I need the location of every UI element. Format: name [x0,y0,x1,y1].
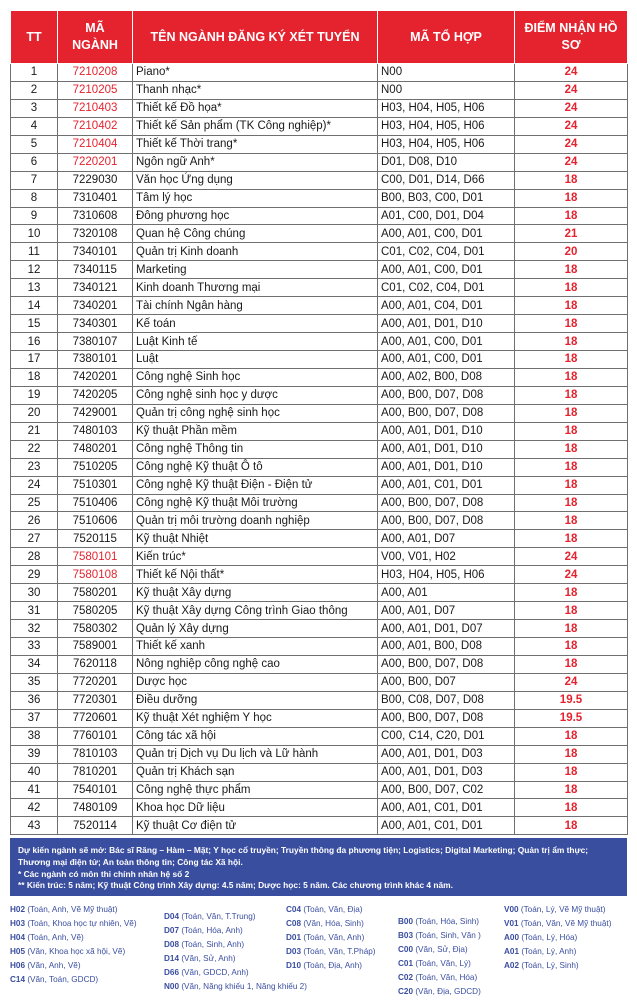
row-number: 17 [11,351,58,369]
admission-score: 18 [515,368,628,386]
combination-codes: N00 [378,64,515,82]
table-row [11,655,628,673]
major-name: Quản lý Xây dựng [133,620,378,638]
header-major-name: TÊN NGÀNH ĐĂNG KÝ XÉT TUYỂN [133,11,378,64]
header-score: ĐIỂM NHẬN HỒ SƠ [515,11,628,64]
admission-score: 18 [515,386,628,404]
major-name: Công nghệ thực phẩm [133,781,378,799]
major-code: 7420205 [58,386,133,404]
major-name: Quản trị môi trường doanh nghiệp [133,512,378,530]
row-number: 39 [11,745,58,763]
row-number: 33 [11,638,58,656]
admission-score: 24 [515,153,628,171]
note-line: Thương mại điện tử; An toàn thông tin; Công tác Xã hội. [18,856,243,867]
table-row [11,315,628,333]
legend-item: B03 (Toán, Sinh, Văn ) [398,931,481,940]
admission-score: 18 [515,727,628,745]
major-code: 7510301 [58,476,133,494]
header-tt: TT [11,11,58,64]
major-code: 7320108 [58,225,133,243]
row-number: 25 [11,494,58,512]
table-row [11,620,628,638]
legend-item: D01 (Toán, Văn, Anh) [286,933,365,942]
combination-codes: A00, A01, C00, D01 [378,261,515,279]
combination-codes: A00, A01, D07 [378,530,515,548]
major-code: 7480103 [58,422,133,440]
legend-item: B00 (Toán, Hóa, Sinh) [398,917,480,926]
major-name: Công nghệ Thông tin [133,440,378,458]
major-code: 7480109 [58,799,133,817]
row-number: 1 [11,64,58,82]
combination-codes: A00, A01, C01, D01 [378,817,515,835]
admission-score: 18 [515,458,628,476]
table-row [11,279,628,297]
combination-codes: A00, A02, B00, D08 [378,368,515,386]
row-number: 26 [11,512,58,530]
major-code: 7589001 [58,638,133,656]
row-number: 23 [11,458,58,476]
admission-score: 18 [515,530,628,548]
combination-codes: A00, B00, D07, D08 [378,709,515,727]
table-row [11,691,628,709]
admission-score: 24 [515,99,628,117]
table-row [11,673,628,691]
legend-item: C00 (Văn, Sử, Địa) [398,945,468,954]
admission-score: 18 [515,207,628,225]
table-row [11,458,628,476]
major-code: 7420201 [58,368,133,386]
major-name: Kỹ thuật Xây dựng [133,584,378,602]
admission-score: 18 [515,638,628,656]
major-code: 7210208 [58,64,133,82]
row-number: 27 [11,530,58,548]
table-row [11,368,628,386]
combination-codes: A00, A01, D01, D10 [378,458,515,476]
row-number: 21 [11,422,58,440]
major-name: Kinh doanh Thương mại [133,279,378,297]
admission-score: 18 [515,440,628,458]
major-code: 7720301 [58,691,133,709]
legend-item: H02 (Toán, Anh, Vẽ Mỹ thuật) [10,905,118,914]
admission-score: 18 [515,315,628,333]
table-row [11,548,628,566]
major-code: 7340201 [58,297,133,315]
admission-score: 24 [515,117,628,135]
row-number: 18 [11,368,58,386]
table-row [11,727,628,745]
major-name: Công nghệ Sinh học [133,368,378,386]
admission-score: 24 [515,135,628,153]
legend-item: V01 (Toán, Văn, Vẽ Mỹ thuật) [504,919,612,928]
major-code: 7340121 [58,279,133,297]
table-row [11,351,628,369]
row-number: 43 [11,817,58,835]
legend-item: D07 (Toán, Hóa, Anh) [164,926,243,935]
major-name: Thiết kế Sản phẩm (TK Công nghiệp)* [133,117,378,135]
combination-codes: A00, B00, D07, D08 [378,512,515,530]
table-row [11,799,628,817]
major-name: Văn học Ứng dụng [133,171,378,189]
major-code: 7720601 [58,709,133,727]
legend-item: V00 (Toán, Lý, Vẽ Mỹ thuật) [504,905,606,914]
admission-score: 18 [515,781,628,799]
row-number: 3 [11,99,58,117]
major-code: 7540101 [58,781,133,799]
major-code: 7520115 [58,530,133,548]
table-row [11,476,628,494]
admission-score: 18 [515,404,628,422]
major-code: 7810103 [58,745,133,763]
row-number: 19 [11,386,58,404]
admission-score: 18 [515,745,628,763]
major-name: Quản trị Khách sạn [133,763,378,781]
legend-item: A00 (Toán, Lý, Hóa) [504,933,578,942]
admission-score: 18 [515,512,628,530]
table-row [11,153,628,171]
row-number: 16 [11,333,58,351]
row-number: 22 [11,440,58,458]
table-row [11,243,628,261]
row-number: 40 [11,763,58,781]
admission-score: 18 [515,189,628,207]
table-row [11,709,628,727]
legend-item: C04 (Toán, Văn, Địa) [286,905,363,914]
major-name: Quản trị công nghệ sinh học [133,404,378,422]
row-number: 28 [11,548,58,566]
row-number: 42 [11,799,58,817]
major-name: Ngôn ngữ Anh* [133,153,378,171]
combination-codes: H03, H04, H05, H06 [378,99,515,117]
combination-codes: A00, B00, D07, D08 [378,494,515,512]
row-number: 11 [11,243,58,261]
row-number: 29 [11,566,58,584]
table-row [11,602,628,620]
major-name: Tài chính Ngân hàng [133,297,378,315]
legend-item: N00 (Văn, Năng khiếu 1, Năng khiếu 2) [164,982,307,991]
major-code: 7380101 [58,351,133,369]
combination-codes: A00, B00, D07, C02 [378,781,515,799]
major-code: 7340101 [58,243,133,261]
major-name: Dược học [133,673,378,691]
admission-score: 18 [515,351,628,369]
legend-item: C01 (Toán, Văn, Lý) [398,959,471,968]
major-name: Kỹ thuật Xây dựng Công trình Giao thông [133,602,378,620]
legend-item: C02 (Toán, Văn, Hóa) [398,973,478,982]
table-row [11,135,628,153]
major-name: Thiết kế Thời trang* [133,135,378,153]
major-code: 7210402 [58,117,133,135]
table-row [11,117,628,135]
major-name: Công nghệ Kỹ thuật Ô tô [133,458,378,476]
major-code: 7510205 [58,458,133,476]
admission-score: 18 [515,422,628,440]
table-row [11,638,628,656]
table-row [11,81,628,99]
combination-codes: A00, B00, D07, D08 [378,386,515,404]
combination-codes: H03, H04, H05, H06 [378,566,515,584]
combination-codes: C01, C02, C04, D01 [378,243,515,261]
table-row [11,171,628,189]
table-row [11,512,628,530]
combination-codes: H03, H04, H05, H06 [378,117,515,135]
combination-codes: A00, B00, D07 [378,673,515,691]
row-number: 15 [11,315,58,333]
table-row [11,763,628,781]
combination-codes: A00, A01, D01, D03 [378,763,515,781]
combination-codes: A00, A01, C04, D01 [378,297,515,315]
note-line: ** Kiến trúc: 5 năm; Kỹ thuật Công trình Xây dựng: 4.5 năm; Dược học: 5 năm. Các chương trình khác 4 năm. [18,880,453,891]
combination-codes: A00, A01, D01, D03 [378,745,515,763]
legend-item: C20 (Văn, Địa, GDCD) [398,987,481,996]
table-row [11,584,628,602]
header-major-code: MÃ NGÀNH [58,11,133,64]
major-name: Nông nghiệp công nghệ cao [133,655,378,673]
row-number: 37 [11,709,58,727]
major-name: Marketing [133,261,378,279]
combination-codes: D01, D08, D10 [378,153,515,171]
row-number: 30 [11,584,58,602]
admission-score: 24 [515,566,628,584]
major-name: Quản trị Kinh doanh [133,243,378,261]
row-number: 8 [11,189,58,207]
major-code: 7760101 [58,727,133,745]
major-code: 7720201 [58,673,133,691]
major-name: Công nghệ sinh học y dược [133,386,378,404]
note-line: Dự kiến ngành sẽ mở: Bác sĩ Răng – Hàm – Mặt; Y học cổ truyền; Truyền thông đa phương tiện; Logistics; Digital Marketing; Quản trị ẩm thực; [18,845,589,855]
row-number: 34 [11,655,58,673]
admission-score: 18 [515,476,628,494]
table-row [11,440,628,458]
major-name: Kỹ thuật Xét nghiệm Y học [133,709,378,727]
table-row [11,494,628,512]
legend-item: D03 (Toán, Văn, T.Pháp) [286,947,376,956]
row-number: 5 [11,135,58,153]
admission-score: 18 [515,602,628,620]
major-name: Kiến trúc* [133,548,378,566]
combination-codes: A00, A01, B00, D08 [378,638,515,656]
row-number: 10 [11,225,58,243]
major-name: Kế toán [133,315,378,333]
combination-codes: A00, B00, D07, D08 [378,655,515,673]
table-row [11,404,628,422]
legend-item: C08 (Văn, Hóa, Sinh) [286,919,364,928]
major-name: Quản trị Dịch vụ Du lịch và Lữ hành [133,745,378,763]
major-name: Kỹ thuật Nhiệt [133,530,378,548]
legend-item: C14 (Văn, Toán, GDCD) [10,975,99,984]
admission-score: 18 [515,799,628,817]
legend-item: D14 (Văn, Sử, Anh) [164,954,236,963]
major-code: 7580205 [58,602,133,620]
legend-item: A01 (Toán, Lý, Anh) [504,947,577,956]
major-name: Luật [133,351,378,369]
table-row [11,189,628,207]
combination-codes: V00, V01, H02 [378,548,515,566]
major-name: Kỹ thuật Phần mềm [133,422,378,440]
combination-codes: B00, B03, C00, D01 [378,189,515,207]
row-number: 4 [11,117,58,135]
major-code: 7480201 [58,440,133,458]
major-code: 7220201 [58,153,133,171]
major-code: 7210404 [58,135,133,153]
table-row [11,64,628,82]
major-code: 7340301 [58,315,133,333]
legend-item: D66 (Văn, GDCD, Anh) [164,968,249,977]
notes-box [10,838,627,896]
major-code: 7580108 [58,566,133,584]
legend-item: D10 (Toán, Địa, Anh) [286,961,363,970]
major-code: 7580201 [58,584,133,602]
admission-score: 18 [515,655,628,673]
combination-codes: N00 [378,81,515,99]
combination-codes: A00, A01, C00, D01 [378,333,515,351]
table-row [11,99,628,117]
major-code: 7229030 [58,171,133,189]
table-row [11,566,628,584]
major-name: Đông phương học [133,207,378,225]
table-row [11,422,628,440]
major-code: 7580302 [58,620,133,638]
admission-score: 24 [515,64,628,82]
row-number: 7 [11,171,58,189]
admission-score: 18 [515,817,628,835]
row-number: 2 [11,81,58,99]
table-row [11,333,628,351]
major-code: 7520114 [58,817,133,835]
combination-codes: C00, D01, D14, D66 [378,171,515,189]
admission-score: 18 [515,279,628,297]
admission-table [10,10,628,835]
row-number: 14 [11,297,58,315]
row-number: 9 [11,207,58,225]
admission-score: 20 [515,243,628,261]
table-row [11,386,628,404]
row-number: 32 [11,620,58,638]
table-row [11,781,628,799]
admission-score: 18 [515,584,628,602]
major-name: Thanh nhạc* [133,81,378,99]
admission-score: 24 [515,81,628,99]
major-code: 7510606 [58,512,133,530]
table-header-row [11,11,628,64]
major-code: 7210403 [58,99,133,117]
combination-codes: A00, A01, D01, D07 [378,620,515,638]
combination-codes: A00, A01, D01, D10 [378,422,515,440]
major-name: Công nghệ Kỹ thuật Môi trường [133,494,378,512]
combination-codes: C00, C14, C20, D01 [378,727,515,745]
major-name: Thiết kế xanh [133,638,378,656]
major-name: Thiết kế Nội thất* [133,566,378,584]
table-row [11,297,628,315]
major-name: Thiết kế Đồ họa* [133,99,378,117]
major-code: 7620118 [58,655,133,673]
major-code: 7510406 [58,494,133,512]
legend-item: H05 (Văn, Khoa học xã hội, Vẽ) [10,947,126,956]
table-body [11,64,628,835]
row-number: 31 [11,602,58,620]
admission-score: 24 [515,673,628,691]
row-number: 12 [11,261,58,279]
row-number: 41 [11,781,58,799]
table-row [11,225,628,243]
combination-codes: A01, C00, D01, D04 [378,207,515,225]
major-name: Quan hệ Công chúng [133,225,378,243]
table-row [11,207,628,225]
admission-score: 19.5 [515,709,628,727]
table-row [11,530,628,548]
combination-codes: A00, A01, C01, D01 [378,799,515,817]
combination-codes: A00, A01, D07 [378,602,515,620]
header-combination: MÃ TỔ HỢP [378,11,515,64]
legend-item: H04 (Toán, Anh, Vẽ) [10,933,84,942]
combination-codes: A00, A01 [378,584,515,602]
combination-codes: C01, C02, C04, D01 [378,279,515,297]
table-row [11,817,628,835]
major-code: 7580101 [58,548,133,566]
admission-score: 21 [515,225,628,243]
combination-codes: A00, A01, C01, D01 [378,476,515,494]
row-number: 13 [11,279,58,297]
admission-score: 18 [515,261,628,279]
note-line: * Các ngành có môn thi chính nhân hệ số 2 [18,868,190,879]
major-code: 7210205 [58,81,133,99]
admission-score: 18 [515,494,628,512]
legend-item: H06 (Văn, Anh, Vẽ) [10,961,81,970]
row-number: 35 [11,673,58,691]
row-number: 36 [11,691,58,709]
admission-score: 18 [515,763,628,781]
major-name: Piano* [133,64,378,82]
major-name: Khoa học Dữ liệu [133,799,378,817]
major-name: Tâm lý học [133,189,378,207]
major-name: Công nghệ Kỹ thuật Điện - Điện tử [133,476,378,494]
admission-score: 18 [515,297,628,315]
legend-item: D04 (Toán, Văn, T.Trung) [164,912,256,921]
legend-item: H03 (Toán, Khoa học tự nhiên, Vẽ) [10,919,137,928]
major-code: 7380107 [58,333,133,351]
row-number: 24 [11,476,58,494]
legend-item: A02 (Toán, Lý, Sinh) [504,961,579,970]
row-number: 6 [11,153,58,171]
row-number: 38 [11,727,58,745]
combination-codes: A00, A01, C00, D01 [378,351,515,369]
combination-codes: A00, B00, D07, D08 [378,404,515,422]
admission-score: 18 [515,171,628,189]
major-code: 7340115 [58,261,133,279]
admission-score: 18 [515,333,628,351]
admission-score: 19.5 [515,691,628,709]
combination-codes: A00, A01, D01, D10 [378,315,515,333]
table-row [11,745,628,763]
legend-item: D08 (Toán, Sinh, Anh) [164,940,245,949]
major-code: 7429001 [58,404,133,422]
major-code: 7810201 [58,763,133,781]
combination-codes: A00, A01, D01, D10 [378,440,515,458]
combination-codes: B00, C08, D07, D08 [378,691,515,709]
major-name: Điều dưỡng [133,691,378,709]
admission-score: 18 [515,620,628,638]
row-number: 20 [11,404,58,422]
table-row [11,261,628,279]
major-code: 7310401 [58,189,133,207]
major-name: Luật Kinh tế [133,333,378,351]
combination-codes: A00, A01, C00, D01 [378,225,515,243]
major-name: Công tác xã hội [133,727,378,745]
major-name: Kỹ thuật Cơ điện tử [133,817,378,835]
major-code: 7310608 [58,207,133,225]
combination-codes: H03, H04, H05, H06 [378,135,515,153]
admission-score: 24 [515,548,628,566]
